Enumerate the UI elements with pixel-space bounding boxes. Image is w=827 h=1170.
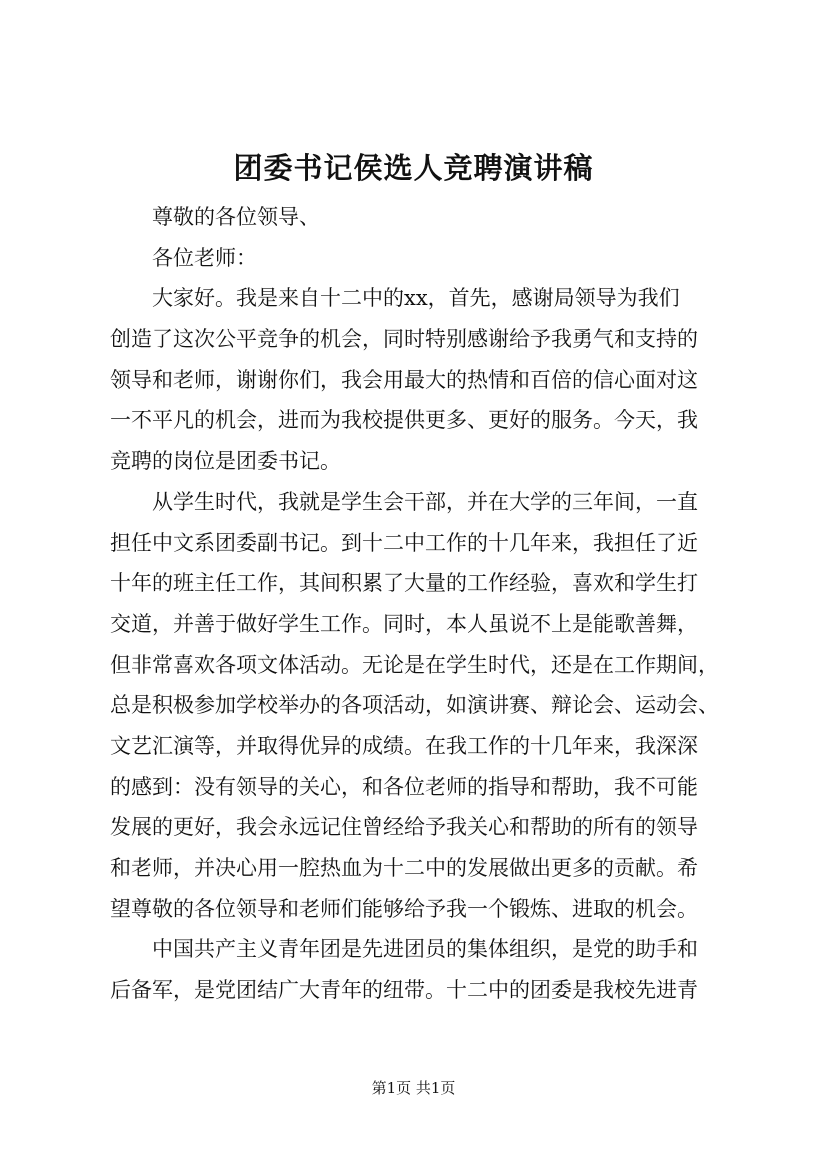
- text-line: 担任中文系团委副书记。到十二中工作的十几年来，我担任了近: [110, 530, 698, 555]
- text-line: 中国共产主义青年团是先进团员的集体组织，是党的助手和: [152, 937, 698, 962]
- text-line: 从学生时代，我就是学生会干部，并在大学的三年间，一直: [152, 489, 698, 514]
- text-line: 发展的更好，我会永远记住曾经给予我关心和帮助的所有的领导: [110, 815, 698, 840]
- text-line: 总是积极参加学校举办的各项活动，如演讲赛、辩论会、运动会、: [110, 693, 719, 718]
- text-line: 各位老师：: [152, 245, 257, 270]
- text-line: 大家好。我是来自十二中的xx，首先，感谢局领导为我们: [152, 286, 680, 311]
- text-line: 和老师，并决心用一腔热血为十二中的发展做出更多的贡献。希: [110, 856, 698, 880]
- document-title: 团委书记侯选人竞聘演讲稿: [233, 151, 594, 185]
- text-line: 竞聘的岗位是团委书记。: [110, 449, 341, 474]
- text-line: 一不平凡的机会，进而为我校提供更多、更好的服务。今天，我: [110, 408, 698, 433]
- text-line: 文艺汇演等，并取得优异的成绩。在我工作的十几年来，我深深: [110, 733, 698, 758]
- document-body: [110, 197, 740, 1011]
- text-line: 尊敬的各位领导、: [152, 205, 320, 229]
- text-line: 的感到：没有领导的关心，和各位老师的指导和帮助，我不可能: [110, 774, 698, 799]
- text-line: 望尊敬的各位领导和老师们能够给予我一个锻炼、进取的机会。: [110, 896, 698, 921]
- text-line: 创造了这次公平竞争的机会，同时特别感谢给予我勇气和支持的: [110, 327, 698, 352]
- page-footer: 第1页 共1页: [371, 1079, 456, 1097]
- text-line: 领导和老师，谢谢你们，我会用最大的热情和百倍的信心面对这: [110, 367, 698, 392]
- text-line: 后备军，是党团结广大青年的纽带。十二中的团委是我校先进青: [110, 978, 698, 1003]
- text-line: 但非常喜欢各项文体活动。无论是在学生时代，还是在工作期间，: [110, 652, 719, 677]
- text-line: 十年的班主任工作，其间积累了大量的工作经验，喜欢和学生打: [110, 571, 698, 596]
- text-line: 交道，并善于做好学生工作。同时，本人虽说不上是能歌善舞，: [110, 611, 698, 636]
